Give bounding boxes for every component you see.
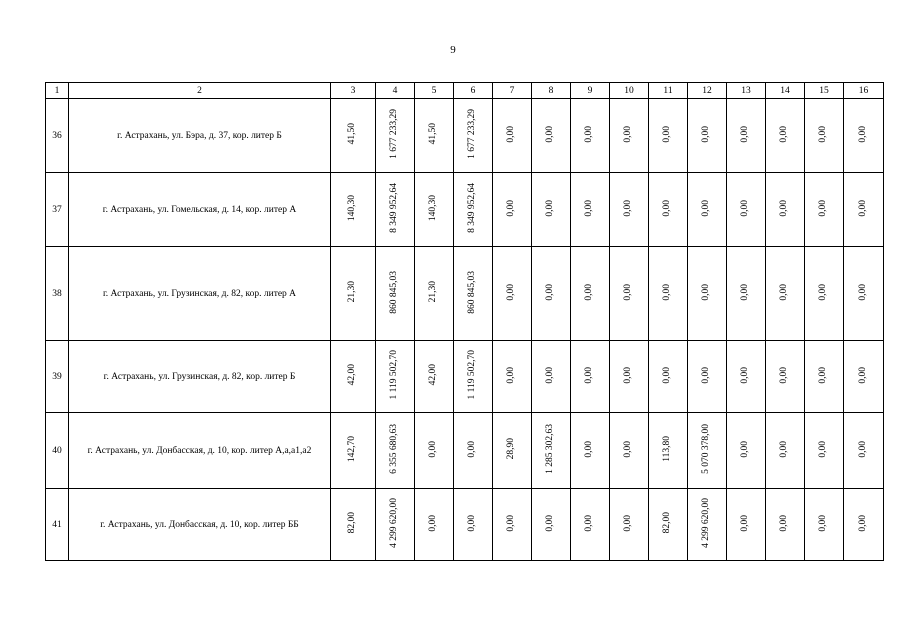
column-header: 7	[493, 83, 532, 99]
value-cell	[331, 247, 376, 341]
value-text: 0,00	[779, 125, 790, 143]
value-text: 142,70	[347, 435, 358, 463]
value-cell	[415, 489, 454, 561]
value-cell	[766, 99, 805, 173]
column-header: 12	[688, 83, 727, 99]
value-cell	[454, 341, 493, 413]
value-text: 0,00	[428, 440, 439, 458]
value-text: 42,00	[347, 364, 358, 386]
value-cell	[610, 413, 649, 489]
value-cell	[610, 489, 649, 561]
value-cell	[844, 489, 884, 561]
value-cell	[331, 173, 376, 247]
value-text: 0,00	[662, 199, 673, 217]
value-cell	[493, 489, 532, 561]
value-cell	[766, 413, 805, 489]
column-header: 11	[649, 83, 688, 99]
value-cell	[805, 413, 844, 489]
value-cell	[415, 247, 454, 341]
value-cell	[415, 173, 454, 247]
value-text: 0,00	[545, 199, 556, 217]
table-row	[46, 99, 884, 173]
value-text: 0,00	[545, 366, 556, 384]
value-text: 0,00	[701, 366, 712, 384]
value-text: 0,00	[818, 514, 829, 532]
value-cell	[766, 341, 805, 413]
value-cell	[844, 341, 884, 413]
value-text: 42,00	[428, 364, 439, 386]
column-header: 4	[376, 83, 415, 99]
value-text: 1 677 233,29	[389, 109, 400, 159]
value-text: 0,00	[818, 366, 829, 384]
value-cell	[415, 341, 454, 413]
value-cell	[766, 247, 805, 341]
value-text: 82,00	[662, 512, 673, 534]
value-text: 0,00	[857, 125, 868, 143]
value-text: 0,00	[584, 125, 595, 143]
value-cell	[331, 99, 376, 173]
row-number: 39	[46, 341, 69, 413]
value-text: 0,00	[818, 283, 829, 301]
value-text: 0,00	[779, 199, 790, 217]
value-text: 0,00	[584, 199, 595, 217]
value-cell	[415, 99, 454, 173]
value-text: 6 355 680,63	[389, 424, 400, 474]
value-text: 0,00	[623, 125, 634, 143]
value-text: 0,00	[662, 366, 673, 384]
value-text: 0,00	[584, 366, 595, 384]
value-cell	[454, 247, 493, 341]
value-text: 0,00	[857, 514, 868, 532]
value-cell	[610, 173, 649, 247]
value-cell	[493, 247, 532, 341]
value-text: 113,80	[662, 436, 673, 462]
value-text: 0,00	[506, 366, 517, 384]
value-cell	[532, 173, 571, 247]
value-text: 0,00	[857, 199, 868, 217]
value-text: 0,00	[740, 199, 751, 217]
value-cell	[805, 99, 844, 173]
value-cell	[727, 99, 766, 173]
value-text: 0,00	[779, 366, 790, 384]
value-cell	[376, 99, 415, 173]
row-number: 36	[46, 99, 69, 173]
column-header: 16	[844, 83, 884, 99]
header-row	[46, 83, 884, 99]
value-text: 82,00	[347, 512, 358, 534]
column-header: 14	[766, 83, 805, 99]
value-text: 0,00	[740, 440, 751, 458]
value-cell	[532, 247, 571, 341]
value-cell	[727, 341, 766, 413]
address-cell: г. Астрахань, ул. Грузинская, д. 82, кор. литер А	[69, 247, 331, 341]
register-table	[45, 82, 884, 561]
value-text: 0,00	[506, 514, 517, 532]
column-header: 10	[610, 83, 649, 99]
value-cell	[727, 489, 766, 561]
value-cell	[727, 247, 766, 341]
value-text: 140,30	[428, 194, 439, 222]
address-cell: г. Астрахань, ул. Грузинская, д. 82, кор. литер Б	[69, 341, 331, 413]
value-text: 0,00	[740, 366, 751, 384]
value-text: 1 677 233,29	[467, 109, 478, 159]
value-cell	[844, 173, 884, 247]
value-text: 41,50	[428, 123, 439, 145]
value-text: 0,00	[584, 514, 595, 532]
value-text: 0,00	[779, 440, 790, 458]
row-number: 38	[46, 247, 69, 341]
value-text: 8 349 952,64	[389, 183, 400, 233]
column-header: 15	[805, 83, 844, 99]
value-cell	[688, 173, 727, 247]
value-text: 21,30	[347, 281, 358, 303]
value-text: 0,00	[428, 514, 439, 532]
value-text: 0,00	[506, 199, 517, 217]
value-cell	[649, 247, 688, 341]
value-text: 4 299 620,00	[389, 498, 400, 548]
value-cell	[376, 247, 415, 341]
value-cell	[844, 247, 884, 341]
value-text: 0,00	[545, 514, 556, 532]
column-header: 1	[46, 83, 69, 99]
value-text: 0,00	[623, 440, 634, 458]
value-cell	[571, 173, 610, 247]
address-cell: г. Астрахань, ул. Бэра, д. 37, кор. литер Б	[69, 99, 331, 173]
table-row	[46, 173, 884, 247]
address-cell: г. Астрахань, ул. Донбасская, д. 10, кор. литер А,а,а1,а2	[69, 413, 331, 489]
value-text: 0,00	[623, 199, 634, 217]
value-text: 0,00	[623, 283, 634, 301]
value-cell	[571, 99, 610, 173]
value-text: 860 845,03	[389, 270, 400, 314]
value-text: 4 299 620,00	[701, 498, 712, 548]
value-cell	[331, 413, 376, 489]
value-text: 0,00	[857, 366, 868, 384]
value-cell	[571, 341, 610, 413]
value-text: 0,00	[818, 440, 829, 458]
value-cell	[649, 341, 688, 413]
value-text: 140,30	[347, 194, 358, 222]
value-cell	[688, 413, 727, 489]
table-row	[46, 247, 884, 341]
value-cell	[766, 173, 805, 247]
value-cell	[727, 413, 766, 489]
value-text: 0,00	[701, 125, 712, 143]
value-cell	[532, 413, 571, 489]
value-cell	[688, 99, 727, 173]
value-text: 0,00	[506, 283, 517, 301]
column-header: 6	[454, 83, 493, 99]
value-cell	[571, 489, 610, 561]
value-text: 0,00	[506, 125, 517, 143]
value-text: 0,00	[818, 125, 829, 143]
column-header: 8	[532, 83, 571, 99]
value-cell	[454, 413, 493, 489]
value-cell	[376, 413, 415, 489]
table-row	[46, 413, 884, 489]
value-cell	[331, 341, 376, 413]
value-text: 41,50	[347, 123, 358, 145]
value-cell	[688, 341, 727, 413]
value-text: 1 285 302,63	[545, 424, 556, 474]
value-cell	[493, 173, 532, 247]
value-text: 0,00	[584, 283, 595, 301]
value-cell	[493, 341, 532, 413]
value-cell	[571, 413, 610, 489]
value-text: 0,00	[545, 125, 556, 143]
value-text: 0,00	[701, 199, 712, 217]
value-text: 0,00	[857, 440, 868, 458]
value-text: 0,00	[584, 440, 595, 458]
value-cell	[532, 489, 571, 561]
value-cell	[331, 489, 376, 561]
value-text: 0,00	[701, 283, 712, 301]
value-text: 0,00	[740, 125, 751, 143]
value-text: 0,00	[623, 366, 634, 384]
value-cell	[805, 489, 844, 561]
value-cell	[727, 173, 766, 247]
value-text: 0,00	[857, 283, 868, 301]
value-cell	[805, 341, 844, 413]
value-cell	[532, 341, 571, 413]
value-cell	[415, 413, 454, 489]
value-cell	[766, 489, 805, 561]
value-text: 5 070 378,00	[701, 424, 712, 474]
value-text: 8 349 952,64	[467, 183, 478, 233]
column-header: 5	[415, 83, 454, 99]
value-text: 0,00	[740, 283, 751, 301]
row-number: 41	[46, 489, 69, 561]
value-cell	[376, 489, 415, 561]
value-text: 0,00	[779, 283, 790, 301]
value-cell	[454, 489, 493, 561]
value-cell	[688, 247, 727, 341]
value-cell	[610, 247, 649, 341]
value-text: 0,00	[740, 514, 751, 532]
column-header: 3	[331, 83, 376, 99]
value-cell	[454, 99, 493, 173]
value-cell	[532, 99, 571, 173]
value-text: 860 845,03	[467, 270, 478, 314]
page-number: 9	[450, 44, 456, 56]
column-header: 13	[727, 83, 766, 99]
value-cell	[844, 413, 884, 489]
table-row	[46, 341, 884, 413]
value-cell	[454, 173, 493, 247]
value-text: 0,00	[623, 514, 634, 532]
row-number: 40	[46, 413, 69, 489]
value-text: 0,00	[545, 283, 556, 301]
value-cell	[610, 99, 649, 173]
row-number: 37	[46, 173, 69, 247]
value-cell	[805, 247, 844, 341]
value-text: 1 119 502,70	[389, 350, 400, 400]
value-cell	[376, 173, 415, 247]
value-text: 21,30	[428, 281, 439, 303]
value-cell	[493, 413, 532, 489]
value-text: 0,00	[662, 283, 673, 301]
value-cell	[649, 99, 688, 173]
address-cell: г. Астрахань, ул. Гомельская, д. 14, кор. литер А	[69, 173, 331, 247]
value-cell	[649, 489, 688, 561]
value-cell	[610, 341, 649, 413]
value-cell	[649, 413, 688, 489]
value-cell	[805, 173, 844, 247]
value-cell	[493, 99, 532, 173]
address-cell: г. Астрахань, ул. Донбасская, д. 10, кор. литер ББ	[69, 489, 331, 561]
value-text: 1 119 502,70	[467, 350, 478, 400]
value-text: 0,00	[467, 440, 478, 458]
value-text: 0,00	[662, 125, 673, 143]
value-cell	[571, 247, 610, 341]
value-text: 28,90	[506, 438, 517, 460]
value-cell	[688, 489, 727, 561]
table-row	[46, 489, 884, 561]
value-cell	[844, 99, 884, 173]
value-cell	[376, 341, 415, 413]
column-header: 2	[69, 83, 331, 99]
value-cell	[649, 173, 688, 247]
value-text: 0,00	[467, 514, 478, 532]
value-text: 0,00	[779, 514, 790, 532]
column-header: 9	[571, 83, 610, 99]
value-text: 0,00	[818, 199, 829, 217]
